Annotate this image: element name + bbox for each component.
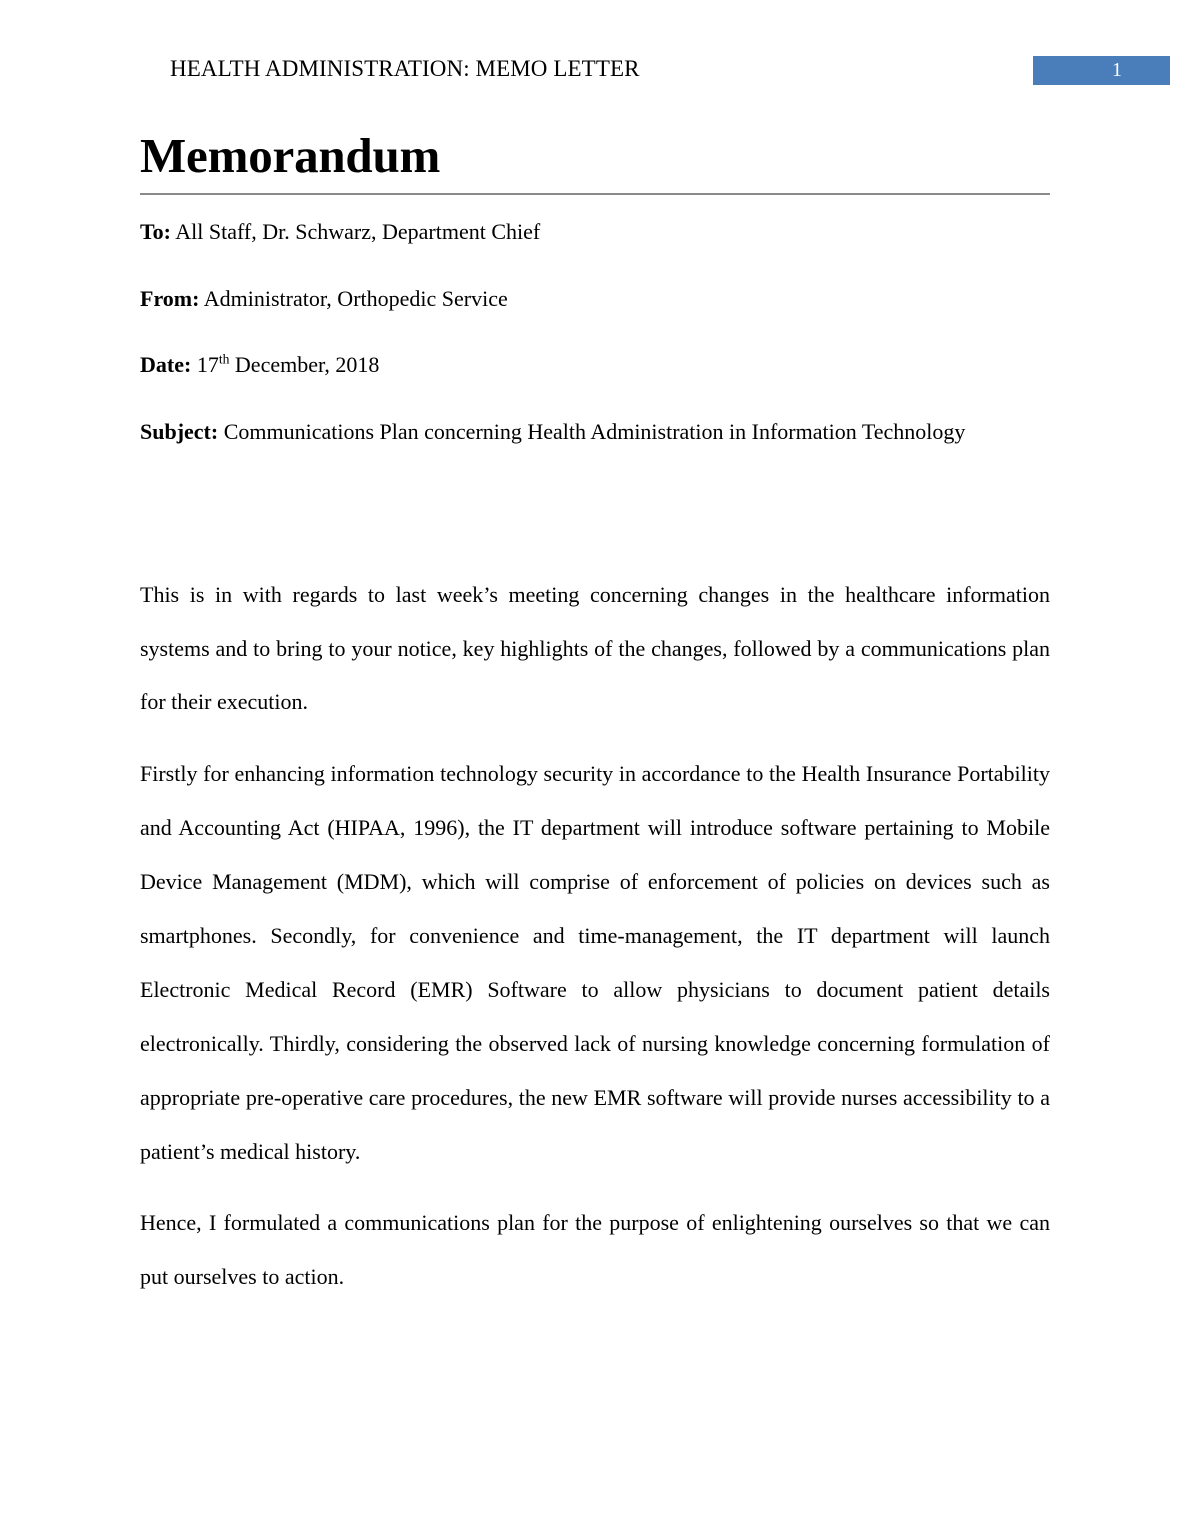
page-number-badge: [1033, 56, 1170, 85]
page-number-label: 1: [1112, 59, 1122, 81]
memo-field-to-label: To:: [140, 218, 171, 244]
memo-field-date-ordinal: th: [218, 351, 230, 367]
memo-field-to-value: All Staff, Dr. Schwarz, Department Chief: [170, 218, 541, 244]
page-title: Memorandum: [140, 128, 441, 183]
body-paragraph: This is in with regards to last week’s meeting concerning changes in the healthcare information systems and to bring to your notice, key highlights of the changes, followed by a communications plan for their execution.: [140, 581, 1050, 715]
blank-paragraph-spacer: [140, 484, 1050, 568]
memo-fields: [140, 217, 1050, 447]
document-body: [140, 130, 1050, 1304]
body-paragraph: Hence, I formulated a communications plan for the purpose of enlightening ourselves so that we can put ourselves to action.: [140, 1210, 1050, 1290]
title-divider: [140, 193, 1050, 195]
header-title: HEALTH ADMINISTRATION: MEMO LETTER: [170, 56, 640, 81]
memo-field-to: [140, 217, 1050, 247]
memo-field-from-value: Administrator, Orthopedic Service: [199, 285, 508, 311]
memo-field-date-rest: December, 2018: [229, 352, 380, 378]
memo-field-subject-label: Subject:: [140, 418, 219, 444]
memo-field-subject: [140, 417, 1050, 447]
memo-field-subject-value: Communications Plan concerning Health Administration in Information Technology: [218, 418, 966, 444]
memo-field-from-label: From:: [140, 285, 200, 311]
memo-paragraphs: [140, 568, 1050, 1305]
memo-field-date-day: 17: [191, 352, 219, 378]
running-header: [0, 52, 1190, 86]
memo-field-date-label: Date:: [140, 352, 192, 378]
body-paragraph: Firstly for enhancing information technology security in accordance to the Health Insurance Portability and Accounting Act (HIPAA, 1996), the IT department will introduce software pertaining to Mobile Device Management (MDM), which will comprise of enforcement of policies on devices such as smartphones. Secondly, for convenience and time-management, the IT department will launch Electronic Medical Record (EMR) Software to allow physicians to document patient details electronically. Thirdly, considering the observed lack of nursing knowledge concerning formulation of appropriate pre-operative care procedures, the new EMR software will provide nurses accessibility to a patient’s medical history.: [140, 761, 1050, 1164]
memo-field-date: [140, 350, 1050, 380]
memo-field-from: [140, 284, 1050, 314]
